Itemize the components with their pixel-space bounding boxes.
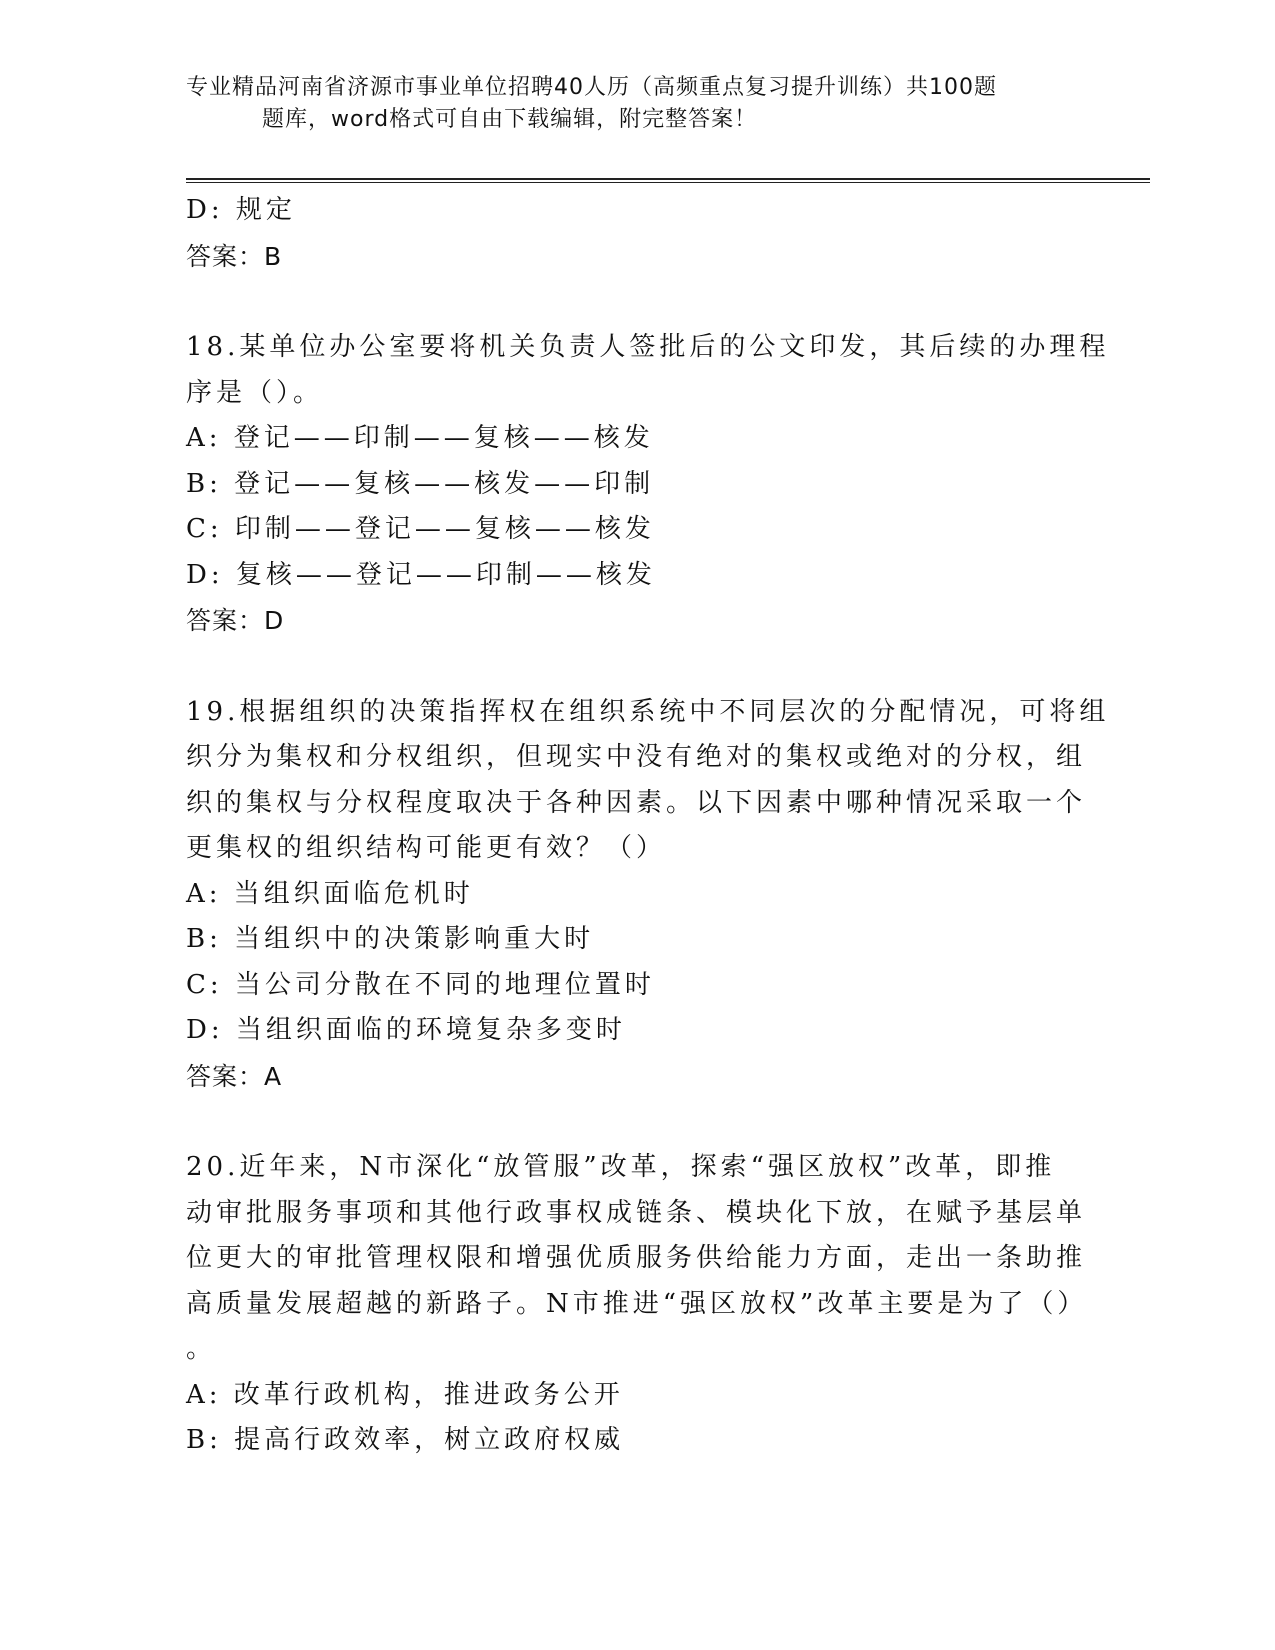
prev-answer: 答案：B <box>186 241 283 271</box>
question-text-line: 织的集权与分权程度取决于各种因素。以下因素中哪种情况采取一个 <box>186 787 1087 818</box>
header-line-1: 专业精品河南省济源市事业单位招聘40人历（高频重点复习提升训练）共100题 <box>186 75 997 100</box>
option-a: A: 改革行政机构，推进政务公开 <box>186 1379 624 1410</box>
spacer <box>186 279 1076 325</box>
option-b: B: 提高行政效率，树立政府权威 <box>186 1425 625 1455</box>
question-text-line: 高质量发展超越的新路子。N市推进“强区放权”改革主要是为了（） <box>186 1288 1088 1319</box>
header-rule-thin <box>186 182 1150 183</box>
spacer <box>186 644 1076 690</box>
answer: 答案：D <box>186 606 285 635</box>
question-text-line: 20.近年来，N市深化“放管服”改革，探索“强区放权”改革，即推 <box>186 1152 1056 1182</box>
option-b: B: 登记——复核——核发——印制 <box>186 468 655 499</box>
question-text-line: 18.某单位办公室要将机关负责人签批后的公文印发，其后续的办理程 <box>186 332 1110 362</box>
question-19 <box>186 690 1110 1100</box>
question-18 <box>186 325 1110 644</box>
option-d: D: 当组织面临的环境复杂多变时 <box>186 1015 626 1045</box>
document-header <box>186 72 1066 136</box>
header-rule-thick <box>186 178 1150 180</box>
option-a: A: 当组织面临危机时 <box>186 878 474 909</box>
spacer <box>186 1099 1076 1145</box>
option-a: A: 登记——印制——复核——核发 <box>186 423 654 453</box>
question-text-line: 位更大的审批管理权限和增强优质服务供给能力方面，走出一条助推 <box>186 1243 1087 1273</box>
question-20 <box>186 1145 1088 1464</box>
question-text-line: 更集权的组织结构可能更有效？（） <box>186 833 667 863</box>
question-text-line: 动审批服务事项和其他行政事权成链条、模块化下放，在赋予基层单 <box>186 1197 1087 1228</box>
question-text-line: 序是（）。 <box>186 377 324 408</box>
option-d: D: 复核——登记——印制——核发 <box>186 559 656 590</box>
prev-option-d: D: 规定 <box>186 195 296 225</box>
question-text-line: 织分为集权和分权组织，但现实中没有绝对的集权或绝对的分权，组 <box>186 742 1087 772</box>
question-text-line: 。 <box>186 1334 217 1364</box>
header-line-2: 题库，word格式可自由下载编辑，附完整答案！ <box>262 107 758 132</box>
question-content <box>186 188 1110 1464</box>
option-b: B: 当组织中的决策影响重大时 <box>186 924 595 954</box>
question-text-line: 19.根据组织的决策指挥权在组织系统中不同层次的分配情况，可将组 <box>186 696 1110 727</box>
option-c: C: 印制——登记——复核——核发 <box>186 514 655 544</box>
answer: 答案：A <box>186 1061 283 1091</box>
option-c: C: 当公司分散在不同的地理位置时 <box>186 969 655 1000</box>
